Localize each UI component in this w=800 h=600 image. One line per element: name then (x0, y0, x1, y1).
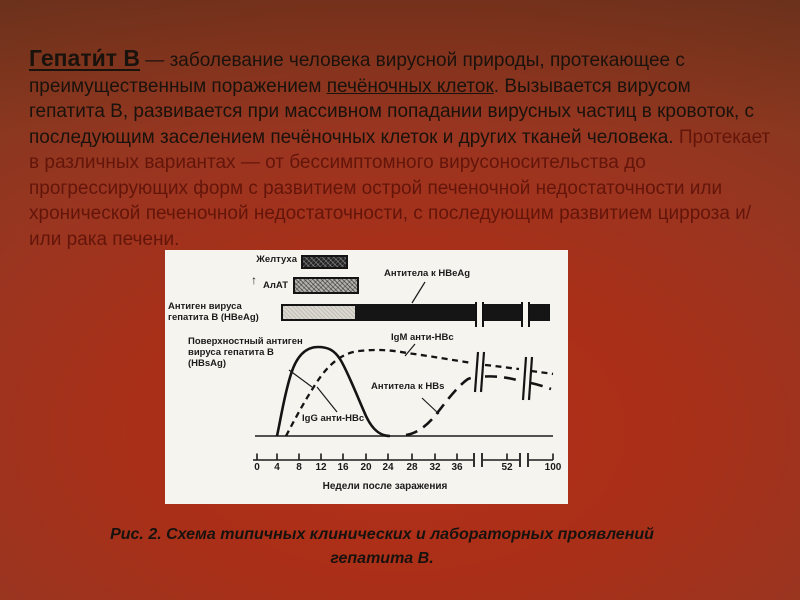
axis-tick-label: 28 (406, 462, 418, 473)
caption-line-1: Рис. 2. Схема типичных клинических и лабораторных проявлений (110, 526, 654, 543)
term-hepatitis-b: Гепати́т В (29, 45, 141, 71)
jaundice-label: Желтуха (256, 254, 297, 265)
axis-tick-label: 0 (254, 462, 260, 473)
axis-tick-label: 100 (544, 462, 562, 473)
alat-label: АлАТ (263, 280, 289, 291)
body-run-2: . Вызывается вирусом гепатита В, развивается при массивном попадании вирусных частиц в кровоток, с последующим заселением печёночных клеток и других тканей человека. (29, 75, 755, 148)
caption-line-2: гепатита В. (330, 550, 434, 567)
x-axis-title: Недели после заражения (322, 481, 448, 492)
body-run-red: Протекает в различных вариантах — от бессимптомного вирусоносительства до прогрессирующих форм с развитием острой печеночной недостаточности или хронической печеночной недостаточности, с последующим развитием цирроза и/или рака печени. (29, 126, 771, 250)
hbeag-antibodies-label: Антитела к HBeAg (384, 268, 471, 279)
igm-anti-hbc-curve (286, 350, 553, 436)
anti-hbs-label: Антитела к HBs (371, 381, 445, 392)
figure-caption (35, 523, 729, 571)
main-text (29, 46, 771, 252)
axis-tick-label: 20 (360, 462, 372, 473)
axis-tick-label: 4 (274, 462, 280, 473)
axis-tick-label: 24 (382, 462, 394, 473)
axis-tick-label: 52 (501, 462, 513, 473)
axis-tick-label: 36 (451, 462, 463, 473)
body-run-underlined: печёночных клеток (326, 75, 494, 97)
figure-hepatitis-serology (165, 250, 568, 504)
igg-anti-hbc-label: IgG анти-HBc (302, 413, 365, 424)
axis-tick-label: 32 (429, 462, 441, 473)
axis-ticks (257, 454, 553, 461)
axis-tick-label: 16 (337, 462, 349, 473)
axis-tick-label: 8 (296, 462, 302, 473)
curve-time-break-marks (475, 352, 532, 400)
hbeag-antigen-label: Антиген вируса гепатита В (HBeAg) (168, 301, 259, 323)
alat-up-arrow-icon: ↑ (251, 273, 257, 287)
hbsag-label: Поверхностный антиген вируса гепатита В (HBsAg) (188, 336, 303, 369)
axis-tick-label: 12 (315, 462, 327, 473)
igm-anti-hbc-label: IgM анти-HBc (391, 332, 454, 343)
body-run-1: — заболевание человека вирусной природы, протекающее с преимущественным поражением (29, 50, 685, 97)
